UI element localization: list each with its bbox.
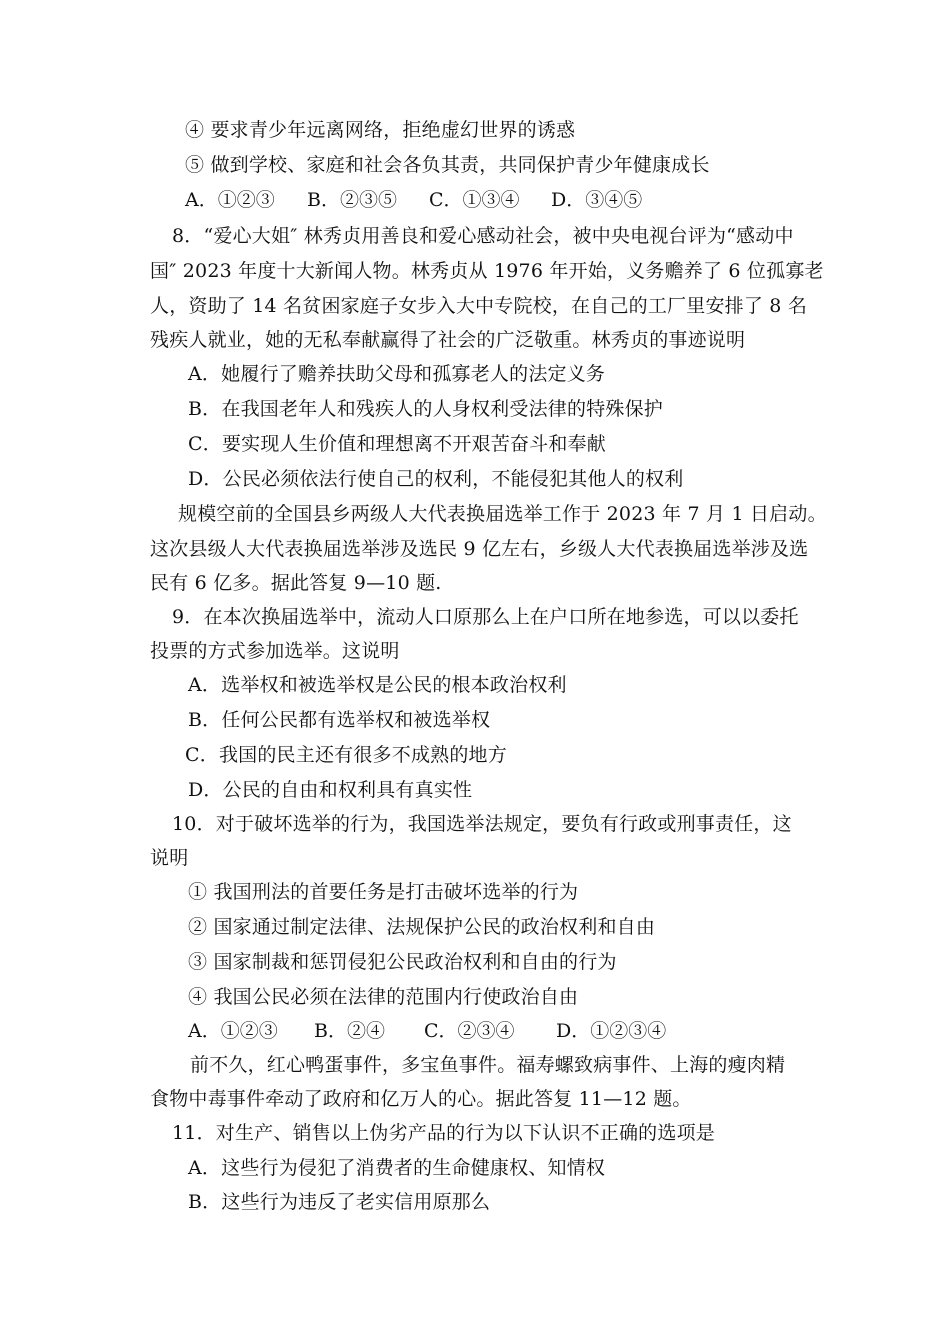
q7-options <box>185 188 745 212</box>
q7-option-d: D．③④⑤ <box>551 189 643 211</box>
q7-option-c: C．①③④ <box>429 189 520 211</box>
q8-stem-line-1: 8．“爱心大姐″ 林秀贞用善良和爱心感动社会，被中央电视台评为“感动中 <box>172 225 794 247</box>
q10-option-b: B．②④ <box>314 1020 385 1042</box>
q8-stem-line-3: 人，资助了 14 名贫困家庭子女步入大中专院校，在自己的工厂里安排了 8 名 <box>150 295 808 317</box>
q7-option-b: B．②③⑤ <box>307 189 397 211</box>
q8-option-a: A．她履行了赡养扶助父母和孤寡老人的法定义务 <box>188 363 606 385</box>
q7-option-a: A．①②③ <box>185 189 275 211</box>
q11-option-b: B．这些行为违反了老实信用原那么 <box>188 1191 491 1213</box>
q10-item-2: ② 国家通过制定法律、法规保护公民的政治权利和自由 <box>188 916 656 938</box>
q9-stem-line-2: 投票的方式参加选举。这说明 <box>150 640 400 662</box>
q8-option-c: C．要实现人生价值和理想离不开艰苦奋斗和奉献 <box>188 433 606 455</box>
q8-option-d: D．公民必须依法行使自己的权利，不能侵犯其他人的权利 <box>188 468 684 490</box>
q9-option-c: C．我国的民主还有很多不成熟的地方 <box>185 744 507 766</box>
passage-2-line-1: 前不久，红心鸭蛋事件，多宝鱼事件。福寿螺致病事件、上海的瘦肉精 <box>190 1054 786 1076</box>
q7-item-5: ⑤ 做到学校、家庭和社会各负其责，共同保护青少年健康成长 <box>185 154 710 176</box>
q9-option-b: B．任何公民都有选举权和被选举权 <box>188 709 491 731</box>
passage-1-line-3: 民有 6 亿多。据此答复 9—10 题. <box>150 572 442 594</box>
q10-options <box>188 1019 748 1043</box>
q10-stem-line-1: 10．对于破坏选举的行为，我国选举法规定，要负有行政或刑事责任，这 <box>172 813 792 835</box>
q11-option-a: A．这些行为侵犯了消费者的生命健康权、知情权 <box>188 1157 606 1179</box>
q10-option-c: C．②③④ <box>424 1020 515 1042</box>
q7-item-4: ④ 要求青少年远离网络，拒绝虚幻世界的诱惑 <box>185 119 576 141</box>
q10-item-3: ③ 国家制裁和惩罚侵犯公民政治权利和自由的行为 <box>188 951 617 973</box>
passage-1-line-1: 规模空前的全国县乡两级人大代表换届选举工作于 2023 年 7 月 1 日启动。 <box>178 503 827 525</box>
passage-1-line-2: 这次县级人大代表换届选举涉及选民 9 亿左右，乡级人大代表换届选举涉及选 <box>150 538 809 560</box>
q9-option-a: A．选举权和被选举权是公民的根本政治权利 <box>188 674 567 696</box>
q11-stem: 11．对生产、销售以上伪劣产品的行为以下认识不正确的选项是 <box>172 1122 715 1144</box>
q8-stem-line-4: 残疾人就业，她的无私奉献赢得了社会的广泛敬重。林秀贞的事迹说明 <box>150 329 746 351</box>
passage-2-line-2: 食物中毒事件牵动了政府和亿万人的心。据此答复 11—12 题。 <box>150 1088 692 1110</box>
q10-item-4: ④ 我国公民必须在法律的范围内行使政治自由 <box>188 986 579 1008</box>
q10-option-a: A．①②③ <box>188 1020 278 1042</box>
q10-stem-line-2: 说明 <box>150 847 189 869</box>
q9-stem-line-1: 9．在本次换届选举中，流动人口原那么上在户口所在地参选，可以以委托 <box>172 606 799 628</box>
q10-item-1: ① 我国刑法的首要任务是打击破坏选举的行为 <box>188 881 579 903</box>
q8-stem-line-2: 国″ 2023 年度十大新闻人物。林秀贞从 1976 年开始，义务赡养了 6 位孤寡老 <box>150 260 824 282</box>
q9-option-d: D．公民的自由和权利具有真实性 <box>188 779 473 801</box>
q10-option-d: D．①②③④ <box>556 1020 667 1042</box>
q8-option-b: B．在我国老年人和残疾人的人身权利受法律的特殊保护 <box>188 398 663 420</box>
